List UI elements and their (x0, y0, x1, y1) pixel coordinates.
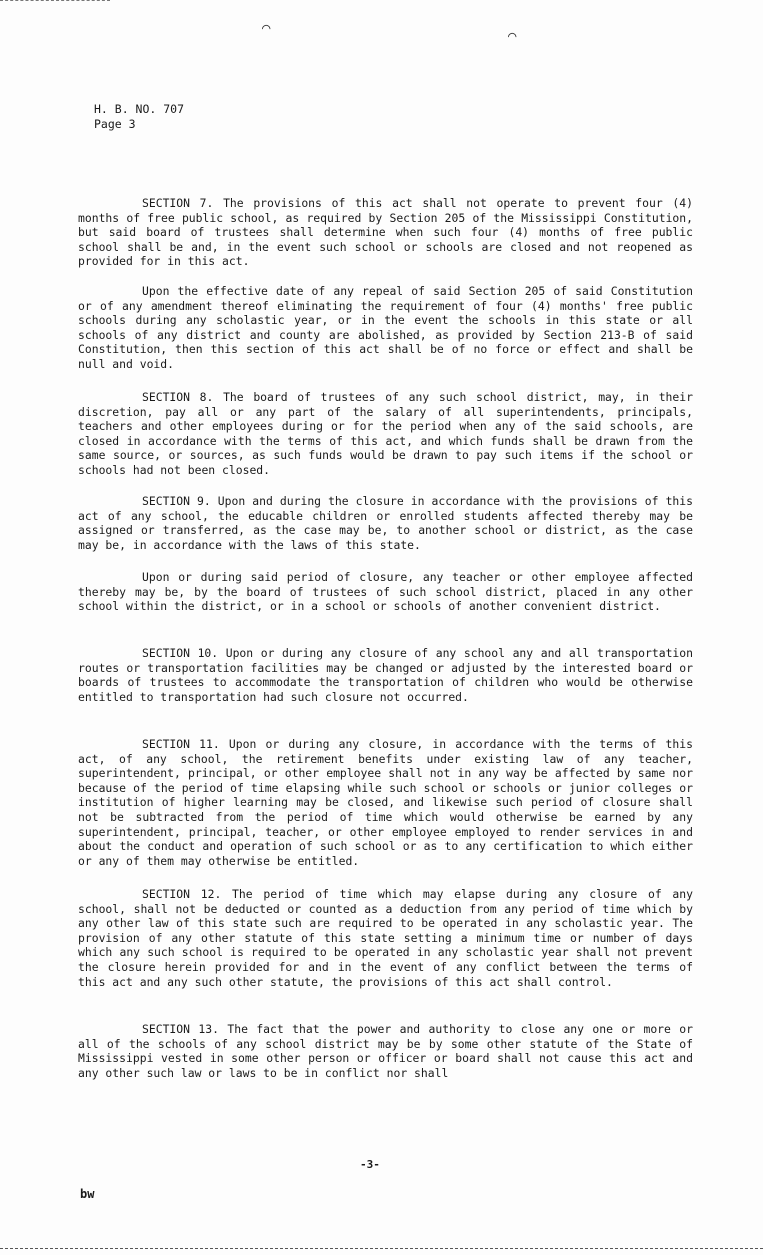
typist-initials: bw (80, 1187, 95, 1201)
paragraph-text: Upon or during said period of closure, any teacher or other employee affected thereby may be, by the board of trustees of such school district, placed in any other school within the district, or in a school or schools of another convenient district. (78, 570, 693, 614)
section-11-paragraph (78, 737, 693, 868)
paragraph-text: SECTION 7. The provisions of this act shall not operate to prevent four (4) months of free public school, as required by Section 205 of the Mississippi Constitution, but said board of trustees shall determine when such four (4) months of free public school shall be and, in the event such school or schools are closed and not reopened as provided for in this act. (78, 196, 693, 269)
paragraph-text: Upon the effective date of any repeal of said Section 205 of said Constitution or of any amendment thereof eliminating the requirement of four (4) months' free public schools during any scholastic year, or in the event the schools in this state or all schools of any district and county are abolished, as provided by Section 213-B of said Constitution, then this section of this act shall be of no force or effect and shall be null and void. (78, 284, 693, 371)
section-10-paragraph (78, 646, 693, 704)
scan-edge-top (0, 0, 110, 1)
section-7-paragraph (78, 196, 693, 269)
section-9-paragraph (78, 494, 693, 552)
bill-number: H. B. NO. 707 (94, 102, 185, 116)
document-header (94, 102, 184, 132)
page-label: Page 3 (94, 117, 136, 131)
paragraph-text: SECTION 9. Upon and during the closure in accordance with the provisions of this act of any school, the educable children or enrolled students affected thereby may be assigned or transferred, as the case may be, to another school or district, as the case may be, in accordance with the laws of this state. (78, 494, 693, 552)
section-12-paragraph (78, 887, 693, 989)
paragraph-text: SECTION 12. The period of time which may elapse during any closure of any school, shall not be deducted or counted as a deduction from any period of time which by any other law of this state such are required to be operated in any scholastic year. The provision of any other statute of this state setting a minimum time or number of days which any such school is required to be operated in any scholastic year shall not prevent the closure herein provided for and in the event of any conflict between the terms of this act and any such other statute, the provisions of this act shall control. (78, 887, 693, 989)
scan-mark: ⌒ (508, 28, 517, 44)
scan-edge-bottom (0, 1248, 763, 1249)
section-8-paragraph (78, 390, 693, 478)
section-13-paragraph (78, 1022, 693, 1080)
paragraph-text: SECTION 8. The board of trustees of any such school district, may, in their discretion, pay all or any part of the salary of all superintendents, principals, teachers and other employees during or for the period when any of the said schools, are closed in accordance with the terms of this act, and which funds shall be drawn from the same source, or sources, as such funds would be drawn to pay such items if the school or schools had not been closed. (78, 390, 693, 477)
scan-mark: ⌒ (262, 20, 271, 36)
paragraph-text: SECTION 11. Upon or during any closure, in accordance with the terms of this act, of any school, the retirement benefits under existing law of any teacher, superintendent, principal, or other employee shall not in any way be affected by same nor because of the period of time elapsing while such school or schools or junior colleges or institution of higher learning may be closed, and likewise such period of closure shall not be subtracted from the period of time which would otherwise be earned by any superintendent, principal, teacher, or other employee employed to render services in and about the conduct and operation of such school or as to any certification to which either or any of them may otherwise be entitled. (78, 737, 693, 868)
paragraph-text: SECTION 13. The fact that the power and authority to close any one or more or all of the schools of any school district may be by some other statute of the State of Mississippi vested in some other person or officer or board shall not cause this act and any other such law or laws to be in conflict nor shall (78, 1022, 693, 1080)
section-9-closure-paragraph (78, 570, 693, 614)
paragraph-text: SECTION 10. Upon or during any closure of any school any and all transportation routes or transportation facilities may be changed or adjusted by the interested board or boards of trustees to accommodate the transportation of children who would be otherwise entitled to transportation had such closure not occurred. (78, 646, 693, 704)
section-7-repeal-paragraph (78, 284, 693, 372)
page-number: -3- (360, 1158, 380, 1171)
